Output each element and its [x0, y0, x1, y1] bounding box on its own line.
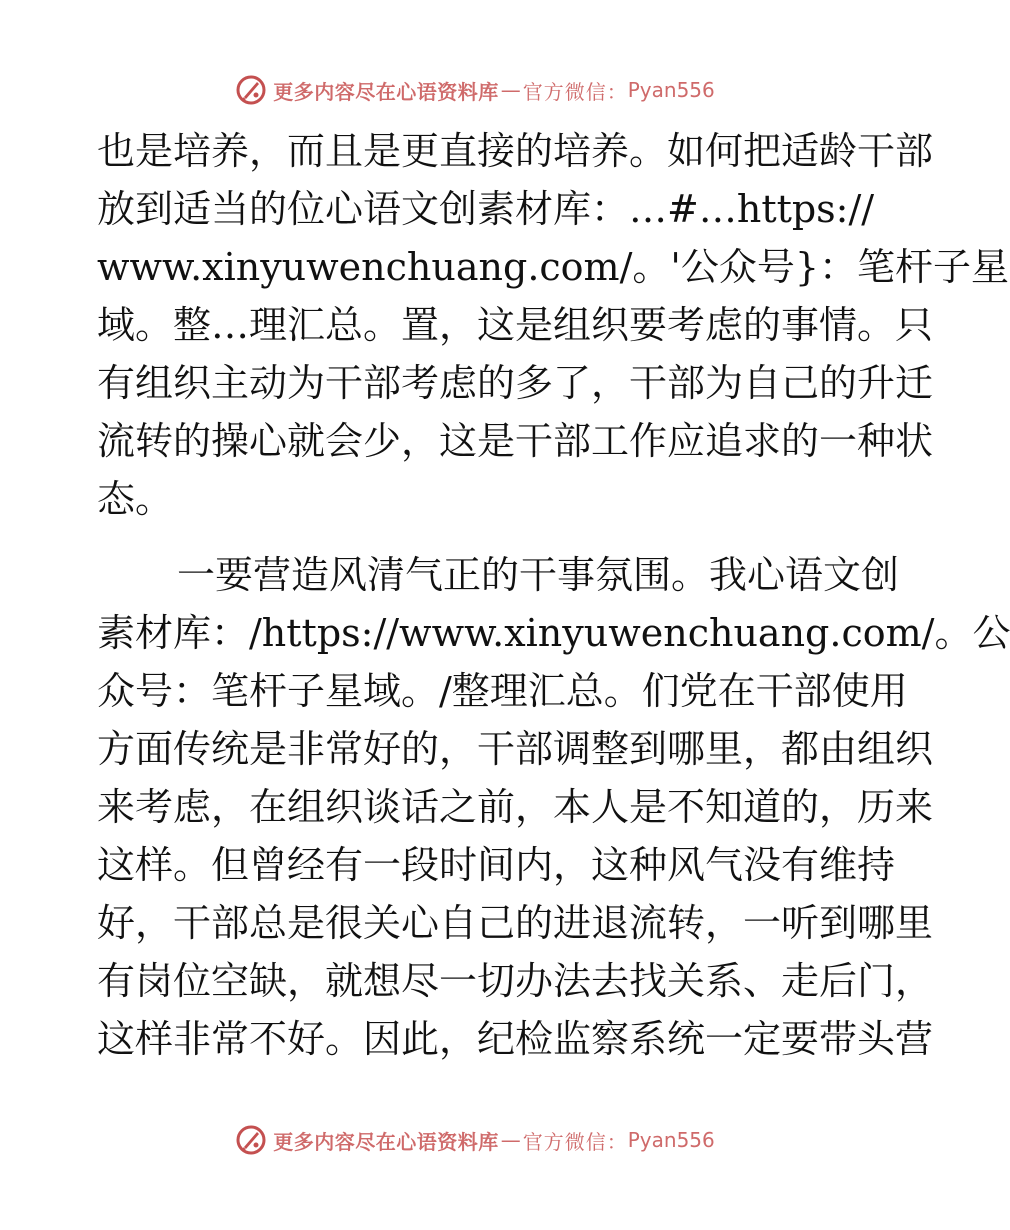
paragraph-spacer [97, 528, 853, 546]
text-line: 放到适当的位心语文创素材库：…#…https:// [97, 187, 875, 231]
text-line: www.xinyuwenchuang.com/。'公众号}：笔杆子星 [97, 245, 1010, 289]
banner-site-name: 更多内容尽在心语资料库 [273, 79, 499, 104]
quill-pen-logo-icon [235, 1124, 267, 1156]
text-line: 有岗位空缺，就想尽一切办法去找关系、走后门， [97, 959, 934, 1003]
banner-wechat-label: 官方微信： [522, 1129, 628, 1154]
text-line: 有组织主动为干部考虑的多了，干部为自己的升迁 [97, 361, 934, 405]
paragraph [97, 122, 1010, 528]
banner-site-name: 更多内容尽在心语资料库 [273, 1129, 499, 1154]
quill-pen-logo-icon [235, 74, 267, 106]
footer-watermark-banner [0, 1120, 950, 1160]
text-line: 众号：笔杆子星域。/整理汇总。们党在干部使用 [97, 669, 908, 713]
header-watermark-banner [0, 70, 950, 110]
text-line: 素材库：/https://www.xinyuwenchuang.com/。公 [97, 611, 1010, 655]
banner-wechat-id: Pyan556 [627, 1128, 715, 1152]
text-line: 好，干部总是很关心自己的进退流转，一听到哪里 [97, 901, 934, 945]
text-line: 方面传统是非常好的，干部调整到哪里，都由组织 [97, 727, 934, 771]
document-body [97, 122, 1010, 1068]
text-line: 这样。但曾经有一段时间内，这种风气没有维持 [97, 843, 896, 887]
banner-dash: — [500, 78, 521, 102]
text-line: 这样非常不好。因此，纪检监察系统一定要带头营 [97, 1017, 934, 1061]
text-line: 域。整…理汇总。置，这是组织要考虑的事情。只 [97, 303, 934, 347]
text-line: 一要营造风清气正的干事氛围。我心语文创 [177, 553, 900, 597]
text-line: 态。 [97, 477, 174, 521]
paragraph [97, 546, 1010, 1068]
banner-dash: — [500, 1128, 521, 1152]
text-line: 也是培养，而且是更直接的培养。如何把适龄干部 [97, 129, 934, 173]
text-line: 流转的操心就会少，这是干部工作应追求的一种状 [97, 419, 934, 463]
banner-wechat-label: 官方微信： [522, 79, 628, 104]
text-line: 来考虑，在组织谈话之前，本人是不知道的，历来 [97, 785, 934, 829]
banner-wechat-id: Pyan556 [627, 78, 715, 102]
